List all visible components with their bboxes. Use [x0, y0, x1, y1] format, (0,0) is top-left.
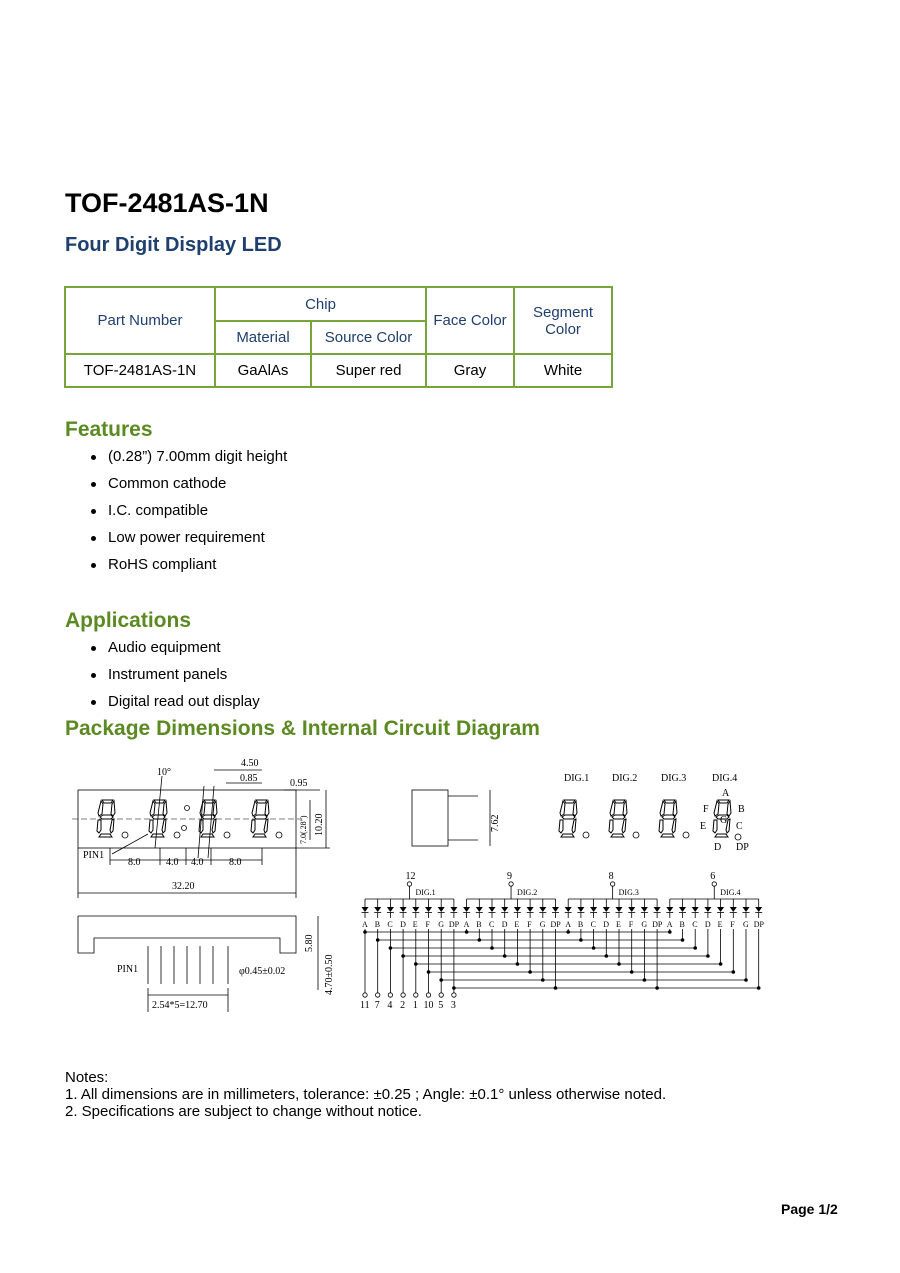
segment-label: G [743, 920, 749, 929]
dig2-label: DIG.2 [612, 773, 638, 784]
diode-symbol [425, 907, 432, 912]
circuit-digit-label: DIG.2 [517, 888, 538, 897]
circuit-digit-label: DIG.4 [720, 888, 741, 897]
package-heading: Package Dimensions & Internal Circuit Diagram [65, 717, 540, 740]
segment-pin-number: 7 [374, 1000, 380, 1011]
dim-7-0: 7.0(.28") [299, 815, 308, 844]
segment-label: A [362, 920, 368, 929]
segment-pin [401, 993, 405, 997]
segment-label: F [527, 920, 532, 929]
segment-pin [452, 993, 456, 997]
diode-symbol [374, 907, 381, 912]
segment-label: C [489, 920, 495, 929]
diode-symbol [704, 907, 711, 912]
segment-color-header: Segment Color [514, 287, 612, 354]
dp-dot [683, 832, 689, 838]
segment-label: DP [448, 920, 460, 929]
notes-heading: Notes: [65, 1069, 109, 1086]
segment-pin-number: 3 [450, 1000, 456, 1011]
display-body-side [412, 790, 448, 846]
dim-angle: 10° [157, 767, 171, 778]
segment-label: E [717, 920, 723, 929]
diode-symbol [552, 907, 559, 912]
seg-g-label: G [720, 815, 728, 826]
segment-label: D [603, 920, 610, 929]
diode-symbol [628, 907, 635, 912]
cell-material: GaAlAs [215, 354, 311, 387]
list-item: (0.28”) 7.00mm digit height [87, 448, 287, 475]
segment-pin [414, 993, 418, 997]
diode-symbol [743, 907, 750, 912]
colon-dot [185, 806, 190, 811]
common-pin [509, 882, 513, 886]
segment-label: DP [652, 920, 663, 929]
features-list [87, 448, 287, 583]
diode-symbol [463, 907, 470, 912]
dim-32-20: 32.20 [172, 881, 195, 892]
common-pin-number: 9 [507, 871, 513, 882]
list-item: Low power requirement [87, 529, 287, 556]
diode-symbol [603, 907, 610, 912]
segment-label: B [577, 920, 584, 929]
segment-label: G [438, 920, 444, 929]
segment-pin [376, 993, 380, 997]
applications-heading: Applications [65, 609, 192, 632]
segment-label: B [374, 920, 381, 929]
segment-pin-number: 10 [423, 1000, 434, 1011]
seg-a-label: A [722, 788, 730, 799]
dp-dot [583, 832, 589, 838]
segment-pin [363, 993, 367, 997]
diode-symbol [387, 907, 394, 912]
diode-symbol [616, 907, 623, 912]
segment-pin-number: 2 [400, 1000, 406, 1011]
diode-symbol [755, 907, 762, 912]
note-line: 1. All dimensions are in millimeters, tolerance: ±0.25 ; Angle: ±0.1° unless otherwise noted. [65, 1086, 667, 1103]
segment-label: D [501, 920, 508, 929]
seg-d-label: D [714, 842, 722, 853]
common-pin-number: 6 [710, 871, 716, 882]
segment-label: F [425, 920, 430, 929]
diode-symbol [590, 907, 597, 912]
seg-c-label: C [736, 821, 743, 832]
list-item: RoHS compliant [87, 556, 287, 583]
segment-label: D [400, 920, 406, 929]
dp-dot [735, 834, 741, 840]
segment-label: C [590, 920, 596, 929]
dim-pin-diameter: φ0.45±0.02 [239, 966, 286, 977]
list-item: Common cathode [87, 475, 287, 502]
diode-symbol [489, 907, 496, 912]
dp-dot [174, 832, 180, 838]
dim-4-70: 4.70±0.50 [324, 954, 335, 995]
pin1-label-bottom: PIN1 [117, 964, 139, 975]
diode-symbol [438, 907, 445, 912]
list-item: Digital read out display [87, 693, 260, 720]
dig3-label: DIG.3 [661, 773, 687, 784]
notes [65, 1069, 666, 1120]
segment-label: DP [753, 920, 764, 929]
common-pin [407, 882, 411, 886]
segment-label: A [666, 920, 673, 929]
common-pin-number: 8 [608, 871, 614, 882]
dim-pitch: 2.54*5=12.70 [152, 1000, 208, 1011]
dim-7-62: 7.62 [490, 814, 501, 832]
spec-table [64, 286, 613, 388]
digit-outline [251, 800, 269, 837]
diode-symbol [577, 907, 584, 912]
dim-4-0-right: 4.0 [191, 857, 204, 868]
dp-dot [224, 832, 230, 838]
diode-symbol [527, 907, 534, 912]
segment-pin [439, 993, 443, 997]
applications-list [87, 639, 260, 720]
dim-0-85: 0.85 [240, 773, 258, 784]
page-title: TOF-2481AS-1N [65, 188, 269, 218]
segment-pin-number: 11 [360, 1000, 370, 1011]
digit-outline [199, 800, 217, 837]
segment-label: A [565, 920, 571, 929]
segment-label: D [704, 920, 711, 929]
page-subtitle: Four Digit Display LED [65, 234, 282, 256]
segment-label: B [476, 920, 482, 929]
dim-0-95: 0.95 [290, 778, 308, 789]
list-item: Audio equipment [87, 639, 260, 666]
segment-label: B [679, 920, 685, 929]
dim-8-0-right: 8.0 [229, 857, 242, 868]
segment-label: E [514, 920, 520, 929]
circuit-digit-label: DIG.3 [618, 888, 639, 897]
page-number: Page 1/2 [781, 1201, 838, 1217]
digit-pictogram [659, 800, 677, 837]
dim-4-0-left: 4.0 [166, 857, 179, 868]
common-pin [712, 882, 716, 886]
segment-label: E [616, 920, 621, 929]
internal-circuit-diagram [350, 865, 770, 1015]
segment-pin-number: 1 [412, 1000, 418, 1011]
circuit-digit-label: DIG.1 [415, 888, 436, 897]
part-number-header: Part Number [65, 287, 215, 354]
segment-pin [426, 993, 430, 997]
segment-pin [388, 993, 392, 997]
seg-dp-label: DP [736, 842, 749, 853]
seg-b-label: B [738, 804, 745, 815]
segment-pin-number: 4 [387, 1000, 393, 1011]
leader-line [112, 834, 148, 854]
dp-dot [276, 832, 282, 838]
dim-4-50: 4.50 [241, 758, 259, 769]
segment-label: C [692, 920, 698, 929]
cell-source-color: Super red [311, 354, 426, 387]
colon-dot [182, 826, 187, 831]
dim-5-80: 5.80 [304, 934, 315, 952]
list-item: Instrument panels [87, 666, 260, 693]
segment-label: G [641, 920, 648, 929]
diode-symbol [565, 907, 572, 912]
diode-symbol [717, 907, 724, 912]
diode-symbol [654, 907, 661, 912]
diode-symbol [450, 907, 457, 912]
digit-pictogram [609, 800, 627, 837]
segment-pin-number: 5 [438, 1000, 444, 1011]
dim-10-20: 10.20 [314, 813, 325, 836]
dp-dot [122, 832, 128, 838]
segment-label: G [539, 920, 546, 929]
diode-symbol [692, 907, 699, 912]
common-pin [610, 882, 614, 886]
dp-dot [633, 832, 639, 838]
diode-symbol [362, 907, 369, 912]
segment-label: E [412, 920, 418, 929]
dig1-label: DIG.1 [564, 773, 590, 784]
chip-header: Chip [215, 287, 426, 321]
segment-label: F [628, 920, 634, 929]
dig4-label: DIG.4 [712, 773, 738, 784]
features-heading: Features [65, 418, 153, 441]
source-color-header: Source Color [311, 321, 426, 354]
diode-symbol [476, 907, 483, 912]
segment-label: A [463, 920, 470, 929]
diode-symbol [679, 907, 686, 912]
seg-f-label: F [703, 804, 709, 815]
segment-label: F [730, 920, 735, 929]
digit-pictogram [559, 800, 577, 837]
diode-symbol [501, 907, 508, 912]
digit-outline [97, 800, 115, 837]
diode-symbol [539, 907, 546, 912]
cell-part-number: TOF-2481AS-1N [65, 354, 215, 387]
diode-symbol [666, 907, 673, 912]
cell-face-color: Gray [426, 354, 514, 387]
material-header: Material [215, 321, 311, 354]
diode-symbol [400, 907, 407, 912]
list-item: I.C. compatible [87, 502, 287, 529]
diode-symbol [412, 907, 419, 912]
diode-symbol [730, 907, 737, 912]
segment-label: DP [550, 920, 561, 929]
dim-8-0-left: 8.0 [128, 857, 141, 868]
note-line: 2. Specifications are subject to change without notice. [65, 1103, 422, 1120]
pin1-label: PIN1 [83, 850, 105, 861]
seg-e-label: E [700, 821, 707, 832]
segment-label: C [387, 920, 393, 929]
common-pin-number: 12 [405, 871, 416, 882]
diode-symbol [514, 907, 521, 912]
diode-symbol [641, 907, 648, 912]
cell-segment-color: White [514, 354, 612, 387]
face-color-header: Face Color [426, 287, 514, 354]
